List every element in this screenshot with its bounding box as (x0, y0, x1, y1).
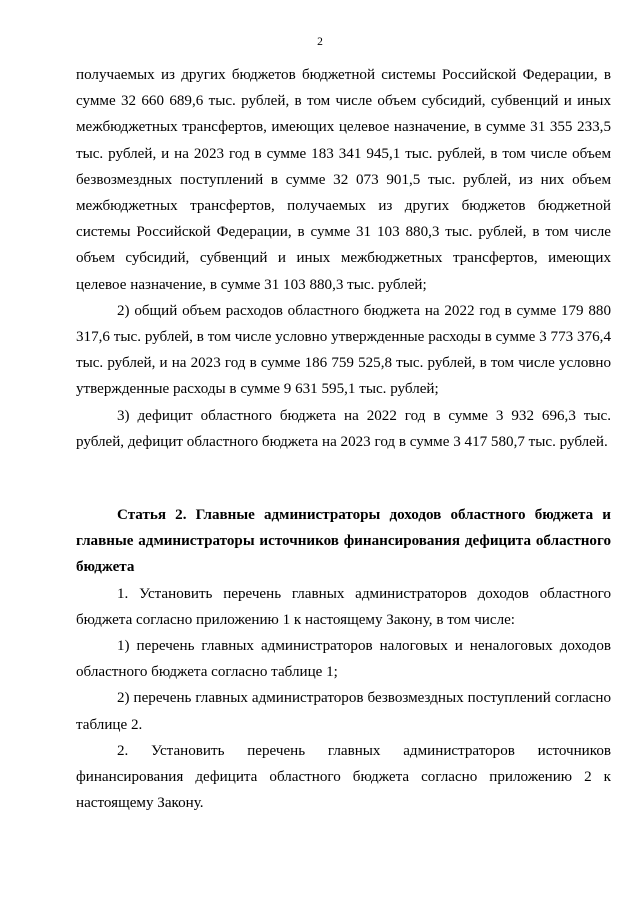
paragraph-tax-administrators: 1) перечень главных администраторов налоговых и неналоговых доходов областного бюджета согласно таблице 1; (76, 638, 611, 681)
page-number: 2 (317, 36, 323, 48)
paragraph-deficit: 3) дефицит областного бюджета на 2022 год в сумме 3 932 696,3 тыс. рублей, дефицит областного бюджета на 2023 год в сумме 3 417 580,7 тыс. рублей. (76, 407, 611, 450)
paragraph-revenue-continuation: получаемых из других бюджетов бюджетной системы Российской Федерации, в сумме 32 660 689,6 тыс. рублей, в том числе объем субсидий, субвенций и иных межбюджетных трансфертов, имеющих целевое назначение, в сумме 31 355 233,5 тыс. рублей, и на 2023 год в сумме 183 341 945,1 тыс. рублей, в том числе объем безвозмездных поступлений в сумме 32 073 901,5 тыс. рублей, из них объем межбюджетных трансфертов, получаемых из других бюджетов бюджетной системы Российской Федерации, в сумме 31 103 880,3 тыс. рублей, в том числе объем субсидий, субвенций и иных межбюджетных трансфертов, имеющих целевое назначение, в сумме 31 103 880,3 тыс. рублей; (76, 67, 611, 293)
document-body (76, 62, 611, 816)
paragraph-expenditures: 2) общий объем расходов областного бюджета на 2022 год в сумме 179 880 317,6 тыс. рублей, в том числе условно утвержденные расходы в сумме 3 773 376,4 тыс. рублей, и на 2023 год в сумме 186 759 525,8 тыс. рублей, в том числе условно утвержденные расходы в сумме 9 631 595,1 тыс. рублей; (76, 302, 611, 398)
paragraph-revenue-administrators: 1. Установить перечень главных администраторов доходов областного бюджета согласно приложению 1 к настоящему Закону, в том числе: (76, 585, 611, 628)
paragraph-deficit-source-administrators: 2. Установить перечень главных администраторов источников финансирования дефицита областного бюджета согласно приложению 2 к настоящему Закону. (76, 742, 611, 812)
paragraph-gratuitous-administrators: 2) перечень главных администраторов безвозмездных поступлений согласно таблице 2. (76, 690, 611, 733)
section-spacer (76, 455, 611, 502)
article-2-heading: Статья 2. Главные администраторы доходов областного бюджета и главные администраторы источников финансирования дефицита областного бюджета (76, 507, 611, 576)
